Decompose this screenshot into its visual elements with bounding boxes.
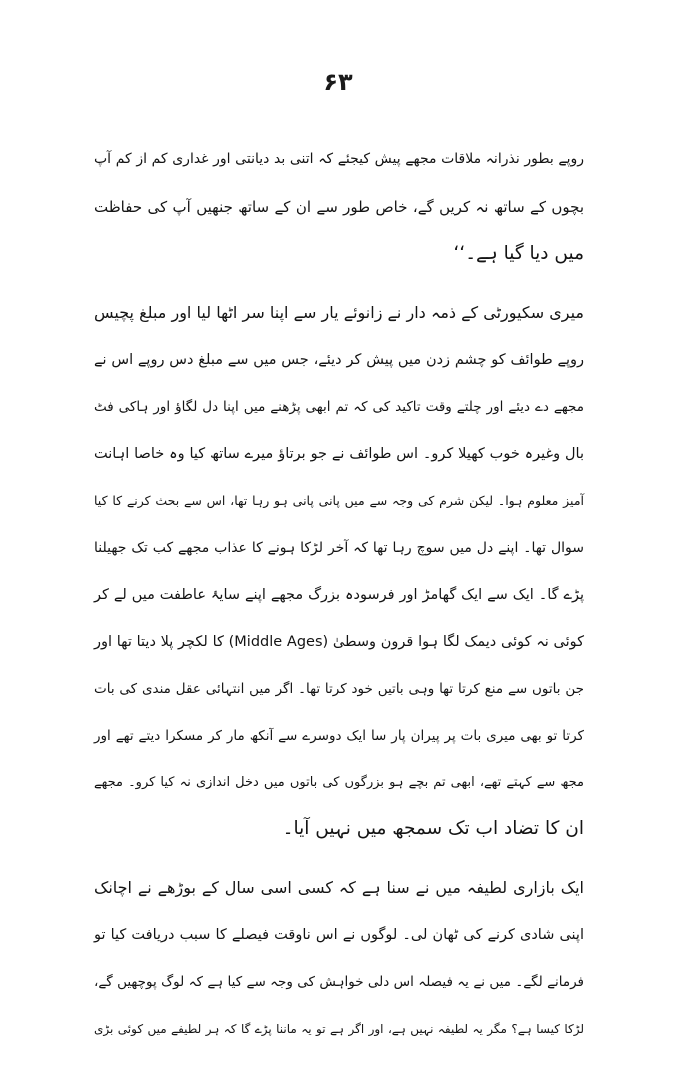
page-number: ۶۳	[323, 68, 353, 96]
text-line: میں دیا گیا ہے۔‘‘	[453, 243, 584, 264]
text-line: آمیز معلوم ہوا۔ لیکن شرم کی وجہ سے میں پانی پانی ہو رہا تھا، اس سے بحث کرنے کا کیا	[94, 493, 584, 508]
text-line: فرمانے لگے۔ میں نے یہ فیصلہ اس دلی خواہش کی وجہ سے کیا ہے کہ لوگ پوچھیں گے،	[94, 974, 584, 990]
text-line: مجھے دے دیئے اور چلتے وقت تاکید کی کہ تم ابھی پڑھنے میں اپنا دل لگاؤ اور ہاکی فٹ	[94, 399, 584, 415]
text-line: پڑے گا۔ ایک سے ایک گھامڑ اور فرسودہ بزرگ مجھے اپنے سایۂ عاطفت میں لے کر	[94, 587, 584, 603]
text-line: جن باتوں سے منع کرتا تھا وہی باتیں خود کرتا تھا۔ اگر میں انتہائی عقل مندی کی بات	[94, 681, 584, 697]
text-line: بچوں کے ساتھ نہ کریں گے، خاص طور سے ان کے ساتھ جنھیں آپ کی حفاظت	[94, 198, 584, 216]
text-line: لڑکا کیسا ہے؟ مگر یہ لطیفہ نہیں ہے، اور اگر ہے تو یہ ماننا پڑے گا کہ ہر لطیفے میں کوئی بڑی	[94, 1022, 584, 1036]
text-line: بال وغیرہ خوب کھیلا کرو۔ اس طوائف نے جو برتاؤ میرے ساتھ کیا وہ خاصا اہانت	[94, 446, 584, 462]
text-line: کوئی نہ کوئی دیمک لگا ہوا قرون وسطیٰ (Middle Ages) کا لکچر پلا دیتا تھا اور	[94, 634, 585, 650]
text-line: میری سکیورٹی کے ذمہ دار نے زانوئے یار سے اپنا سر اٹھا لیا اور مبلغ پچیس	[94, 303, 584, 322]
text-line: روپے طوائف کو چشم زدن میں پیش کر دیئے، جس میں سے مبلغ دس روپے اس نے	[94, 352, 584, 368]
text-line: اپنی شادی کرنے کی ٹھان لی۔ لوگوں نے اس ناوقت فیصلے کا سبب دریافت کیا تو	[94, 927, 584, 943]
text-line: سوال تھا۔ اپنے دل میں سوچ رہا تھا کہ آخر لڑکا ہونے کا عذاب مجھے کب تک جھیلنا	[94, 540, 584, 556]
text-line: ان کا تضاد اب تک سمجھ میں نہیں آیا۔	[282, 818, 584, 839]
text-line: ایک بازاری لطیفہ میں نے سنا ہے کہ کسی اسی سال کے بوڑھے نے اچانک	[94, 878, 584, 897]
text-line: کرتا تو بھی میری بات پر پیران پار سا ایک دوسرے سے آنکھ مار کر مسکرا دیتے تھے اور	[94, 728, 584, 744]
text-line: مجھ سے کہتے تھے، ابھی تم بچے ہو بزرگوں کی باتوں میں دخل اندازی نہ کیا کرو۔ مجھے	[94, 775, 584, 790]
text-line: روپے بطور نذرانہ ملاقات مجھے پیش کیجئے کہ اتنی بد دیانتی اور غداری کم از کم آپ	[94, 151, 584, 167]
